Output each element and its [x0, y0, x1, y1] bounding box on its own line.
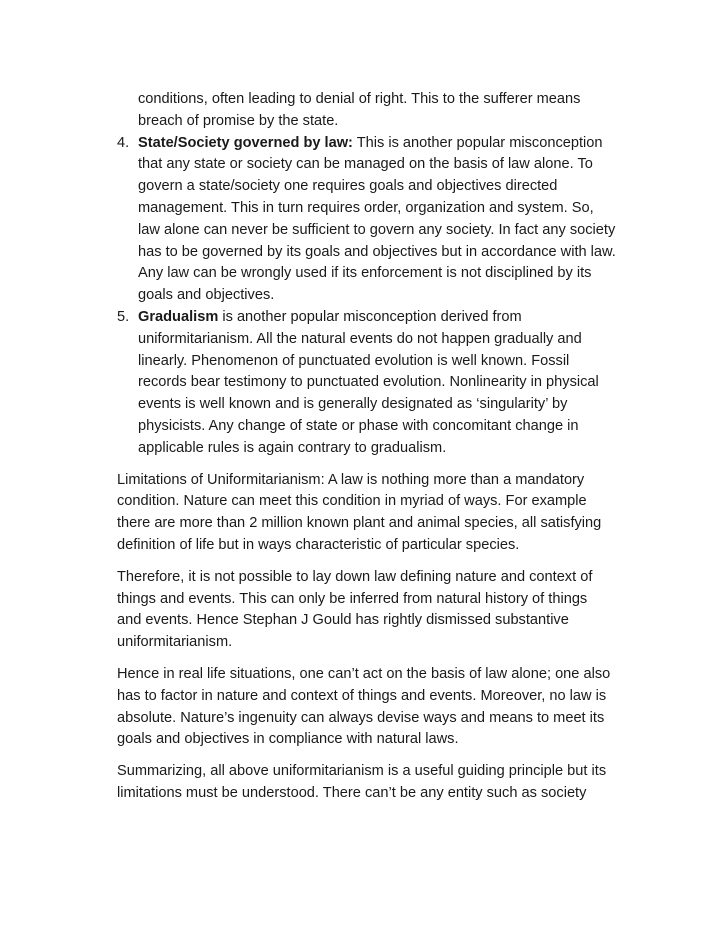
text-line: applicable rules is again contrary to gradualism.: [138, 439, 447, 456]
list-item-state-society: [117, 133, 631, 307]
text-line: has to factor in nature and context of things and events. Moreover, no law is: [117, 687, 607, 704]
list-item-gradualism: [117, 307, 631, 460]
text-line: condition. Nature can meet this condition in myriad of ways. For example: [117, 493, 587, 510]
text-line: law alone can never be sufficient to govern any society. In fact any society: [138, 221, 616, 238]
text-line: goals and objectives.: [138, 287, 275, 304]
text-line: Limitations of Uniformitarianism: A law is nothing more than a mandatory: [117, 471, 585, 488]
text-line: uniformitarianism.: [117, 634, 233, 651]
paragraph-real-life: [117, 664, 631, 751]
text-line: there are more than 2 million known plant and animal species, all satisfying: [117, 515, 602, 532]
text-line: has to be governed by its goals and objectives but in accordance with law.: [138, 243, 616, 260]
text-line: [138, 133, 631, 155]
paragraph-summarizing: [117, 761, 631, 805]
text-line: events is well known and is generally designated as ‘singularity’ by: [138, 396, 568, 413]
text-line: linearly. Phenomenon of punctuated evolution is well known. Fossil: [138, 352, 570, 369]
text-line: absolute. Nature’s ingenuity can always devise ways and means to meet its: [117, 709, 605, 726]
document-page: [117, 89, 631, 815]
paragraph-limitations: [117, 470, 631, 557]
text-line: conditions, often leading to denial of right. This to the sufferer means: [138, 91, 581, 107]
text-line: breach of promise by the state.: [138, 112, 339, 129]
list-first-line-rest: This is another popular misconception: [352, 134, 603, 151]
text-line: definition of life but in ways characteristic of particular species.: [117, 536, 520, 553]
text-line: uniformitarianism. All the natural events do not happen gradually and: [138, 330, 582, 347]
text-line: Hence in real life situations, one can’t act on the basis of law alone; one also: [117, 665, 611, 682]
paragraph-therefore: [117, 567, 631, 654]
list-number: 5.: [117, 308, 130, 325]
text-line: limitations must be understood. There can’t be any entity such as society: [117, 784, 587, 801]
list-term: State/Society governed by law:: [138, 134, 353, 151]
text-line: Summarizing, all above uniformitarianism is a useful guiding principle but its: [117, 763, 607, 780]
list-item-continuation: [117, 89, 631, 133]
list-first-line-rest: is another popular misconception derived from: [218, 308, 522, 325]
paragraph-gap: [117, 460, 631, 470]
text-line: management. This in turn requires order, organization and system. So,: [138, 199, 594, 216]
text-line: and events. Hence Stephan J Gould has rightly dismissed substantive: [117, 612, 569, 629]
text-line: that any state or society can be managed on the basis of law alone. To: [138, 156, 593, 173]
text-line: things and events. This can only be inferred from natural history of things: [117, 590, 588, 607]
text-line: [138, 307, 631, 329]
list-number: 4.: [117, 134, 130, 151]
text-line: records bear testimony to punctuated evolution. Nonlinearity in physical: [138, 374, 599, 391]
text-line: govern a state/society one requires goals and objectives directed: [138, 178, 558, 195]
text-line: goals and objectives in compliance with natural laws.: [117, 731, 459, 748]
text-line: Any law can be wrongly used if its enforcement is not disciplined by its: [138, 265, 592, 282]
text-line: Therefore, it is not possible to lay down law defining nature and context of: [117, 568, 593, 585]
list-term: Gradualism: [138, 308, 219, 325]
text-line: physicists. Any change of state or phase with concomitant change in: [138, 417, 579, 434]
